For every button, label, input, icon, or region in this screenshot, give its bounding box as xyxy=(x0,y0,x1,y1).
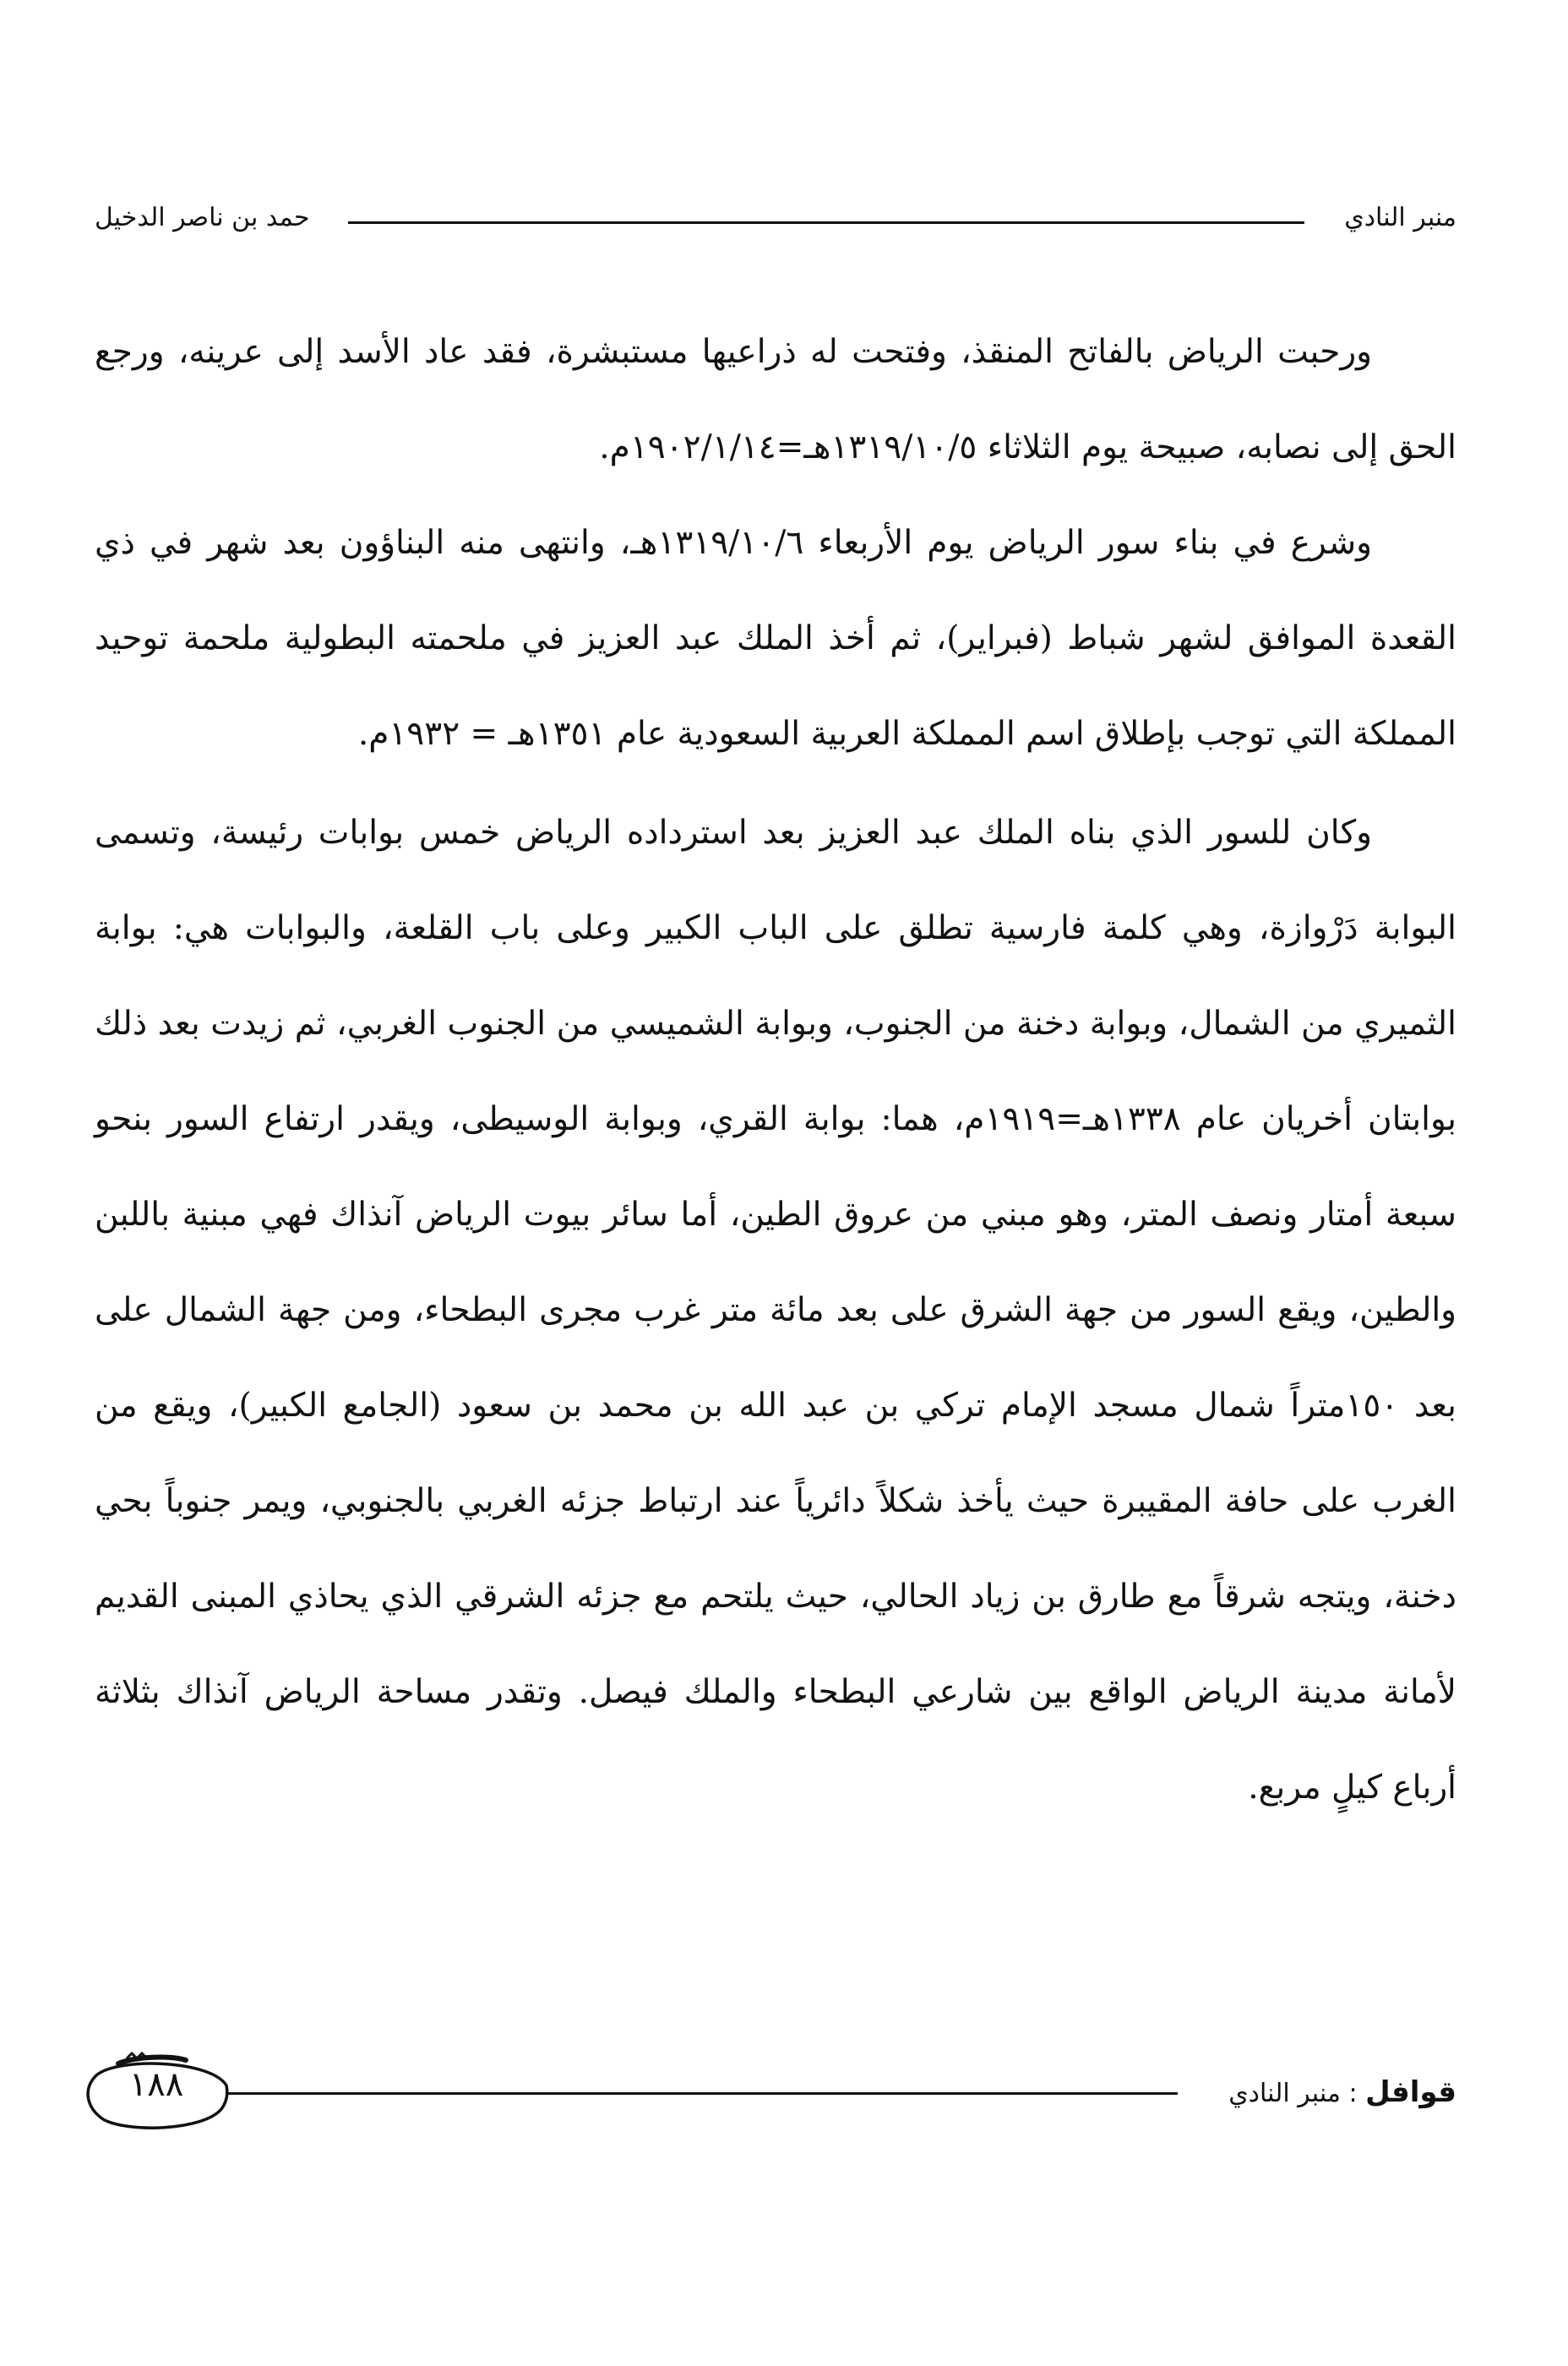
header-author-name: حمد بن ناصر الدخيل xyxy=(95,203,310,232)
footer-separator: : xyxy=(1340,2079,1366,2108)
paragraph: ورحبت الرياض بالفاتح المنقذ، وفتحت له ذراعيها مستبشرة، فقد عاد الأسد إلى عرينه، ورجع الحق إلى نصابه، صبيحة يوم الثلاثاء ١٣١٩/١٠/٥هـ=١٩٠٢/١/١٤م. xyxy=(95,333,1456,466)
footer-rule xyxy=(226,2092,1178,2095)
header-section-title: منبر النادي xyxy=(1344,203,1456,232)
paragraph: وشرع في بناء سور الرياض يوم الأربعاء ١٣١٩/١٠/٦هـ، وانتهى منه البناؤون بعد شهر في ذي القعدة الموافق لشهر شباط (فبراير)، ثم أخذ الملك عبد العزيز في ملحمته البطولية ملحمة توحيد المملكة التي توجب بإطلاق اسم المملكة العربية السعودية عام ١٣٥١هـ = ١٩٣٢م. xyxy=(95,524,1456,753)
footer-label xyxy=(1228,2075,1456,2109)
header-rule xyxy=(348,221,1304,224)
paragraph: وكان للسور الذي بناه الملك عبد العزيز بعد استرداده الرياض خمس بوابات رئيسة، وتسمى البوابة دَرْوازة، وهي كلمة فارسية تطلق على الباب الكبير وعلى باب القلعة، والبوابات هي: بوابة الثميري من الشمال، وبوابة دخنة من الجنوب، وبوابة الشميسي من الجنوب الغربي، ثم زيدت بعد ذلك بوابتان أخريان عام ١٣٣٨هـ=١٩١٩م، هما: بوابة القري، وبوابة الوسيطى، ويقدر ارتفاع السور بنحو سبعة أمتار ونصف المتر، وهو مبني من عروق الطين، أما سائر بيوت الرياض آنذاك فهي مبنية باللبن والطين، ويقع السور من جهة الشرق على بعد مائة متر غرب مجرى البطحاء، ومن جهة الشمال على بعد ١٥٠متراً شمال مسجد الإمام تركي بن عبد الله بن محمد بن سعود (الجامع الكبير)، ويقع من الغرب على حافة المقيبرة حيث يأخذ شكلاً دائرياً عند ارتباط جزئه الغربي بالجنوبي، ويمر جنوباً بحي دخنة، ويتجه شرقاً مع طارق بن زياد الحالي، حيث يلتحم مع جزئه الشرقي الذي يحاذي المبنى القديم لأمانة مدينة الرياض الواقع بين شارعي البطحاء والملك فيصل. وتقدر مساحة الرياض آنذاك بثلاثة أرباع كيلٍ مربع. xyxy=(95,814,1456,1807)
running-footer xyxy=(84,2045,1456,2138)
footer-section-title: منبر النادي xyxy=(1228,2079,1341,2108)
page-number: ١٨٨ xyxy=(128,2065,184,2104)
footer-series-name: قوافل xyxy=(1365,2075,1456,2109)
running-header xyxy=(95,196,1456,247)
article-body xyxy=(95,304,1456,1835)
